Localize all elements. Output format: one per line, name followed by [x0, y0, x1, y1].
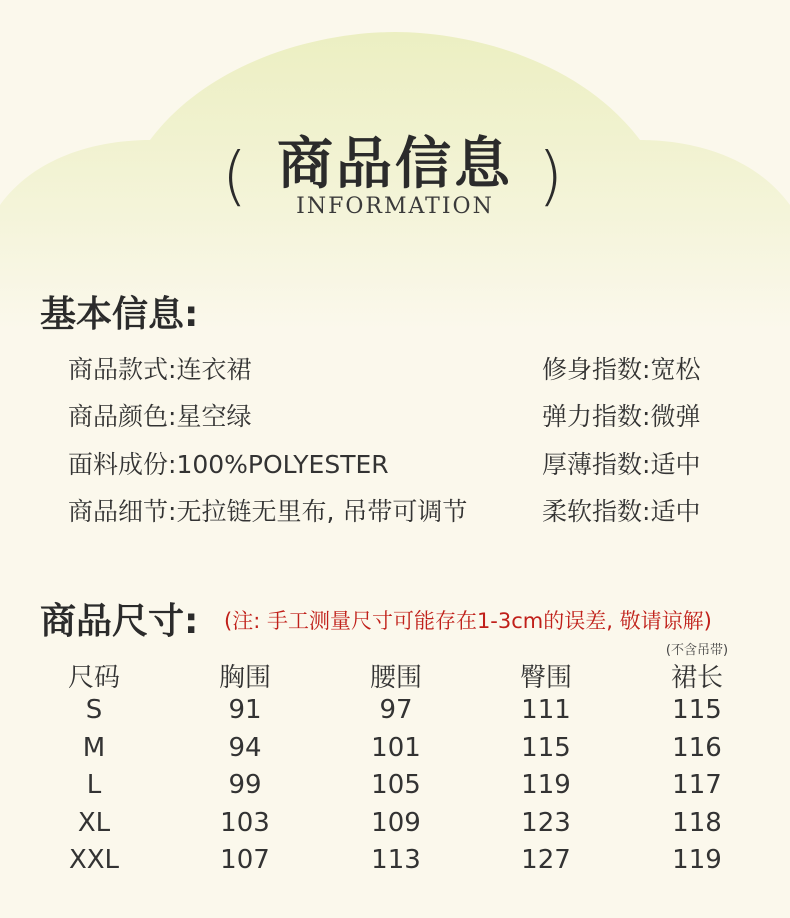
- table-cell: 123: [521, 808, 571, 838]
- info-value: 微弹: [650, 402, 701, 431]
- info-right-row: [542, 397, 700, 433]
- info-value: 宽松: [650, 355, 701, 384]
- table-cell: L: [86, 770, 102, 800]
- table-cell: XL: [77, 808, 111, 838]
- header-close-paren: ): [538, 140, 563, 214]
- table-cell: 115: [521, 733, 571, 763]
- table-cell: 107: [220, 845, 270, 875]
- info-label: 商品颜色:: [68, 402, 177, 431]
- table-cell: 111: [521, 695, 571, 725]
- info-label: 商品细节:: [68, 497, 177, 526]
- table-cell: 118: [672, 808, 722, 838]
- info-right-row: [542, 445, 700, 481]
- table-header-length: 裙长: [670, 663, 723, 693]
- table-cell: 101: [371, 733, 421, 763]
- table-cell: 119: [672, 845, 722, 875]
- info-right-row: [542, 350, 700, 386]
- info-label: 厚薄指数:: [542, 450, 651, 479]
- table-cell: 109: [371, 808, 421, 838]
- table-cell: M: [82, 733, 106, 763]
- info-label: 修身指数:: [542, 355, 651, 384]
- info-left-row: [68, 350, 251, 386]
- table-cell: 99: [228, 770, 262, 800]
- info-label: 弹力指数:: [542, 402, 651, 431]
- table-cell: 105: [371, 770, 421, 800]
- table-cell: 103: [220, 808, 270, 838]
- table-header-size: 尺码: [67, 663, 120, 693]
- table-cell: 115: [672, 695, 722, 725]
- info-value: 星空绿: [176, 402, 252, 431]
- page-subtitle: INFORMATION: [296, 194, 494, 219]
- page-title: 商品信息: [277, 132, 513, 197]
- info-value: 适中: [650, 450, 701, 479]
- info-value: 100%POLYESTER: [176, 450, 389, 479]
- info-right-row: [542, 492, 700, 528]
- size-heading: 商品尺寸:: [40, 601, 199, 642]
- table-cell: 113: [371, 845, 421, 875]
- header-open-paren: (: [222, 140, 247, 214]
- table-cell: 97: [379, 695, 413, 725]
- info-value: 无拉链无里布, 吊带可调节: [176, 497, 468, 526]
- table-cell: 94: [228, 733, 262, 763]
- table-cell: 116: [672, 733, 722, 763]
- info-left-row: [68, 397, 251, 433]
- table-cell: XXL: [68, 845, 120, 875]
- info-value: 连衣裙: [176, 355, 252, 384]
- table-cell: S: [85, 695, 103, 725]
- info-label: 柔软指数:: [542, 497, 651, 526]
- measurement-note: (注: 手工测量尺寸可能存在1-3cm的误差, 敬请谅解): [224, 609, 712, 633]
- info-label: 面料成份:: [68, 450, 177, 479]
- info-left-row: [68, 492, 467, 528]
- table-cell: 127: [521, 845, 571, 875]
- info-left-row: [68, 445, 389, 481]
- table-cell: 119: [521, 770, 571, 800]
- info-label: 商品款式:: [68, 355, 177, 384]
- length-note: (不含吊带): [665, 643, 729, 658]
- table-header-hip: 臀围: [519, 663, 572, 693]
- table-header-waist: 腰围: [369, 663, 422, 693]
- table-header-bust: 胸围: [218, 663, 271, 693]
- table-cell: 117: [672, 770, 722, 800]
- basic-info-heading: 基本信息:: [40, 294, 199, 335]
- info-value: 适中: [650, 497, 701, 526]
- table-cell: 91: [228, 695, 262, 725]
